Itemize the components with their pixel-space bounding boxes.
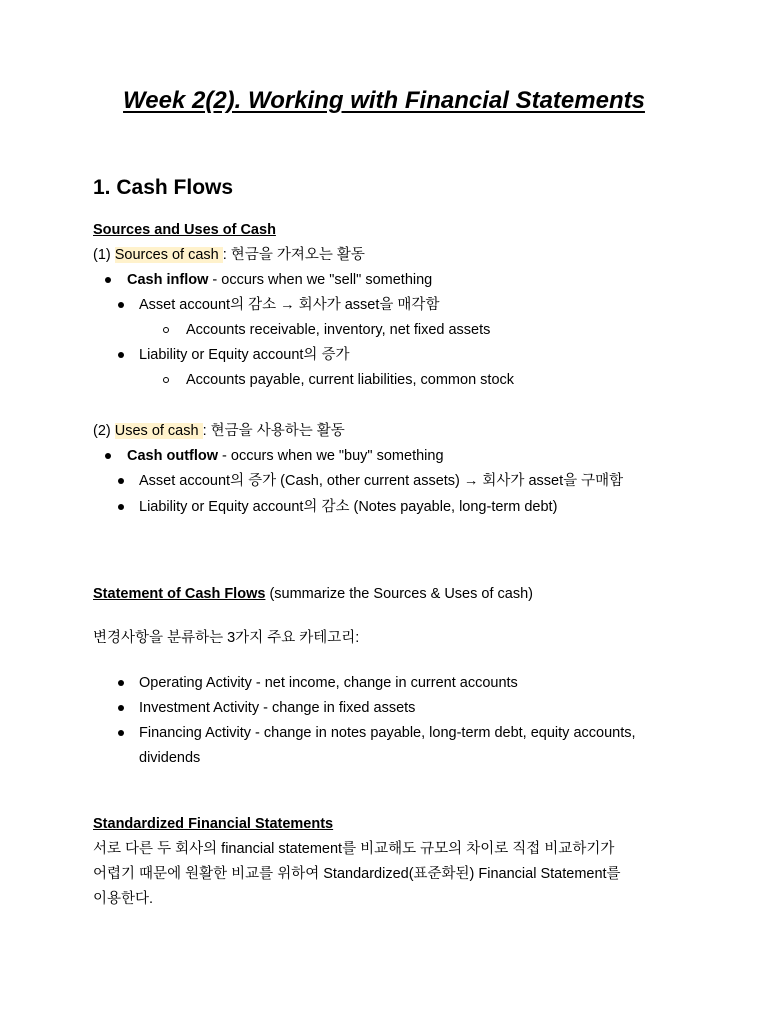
statement-of-cash-flows-line xyxy=(93,584,533,604)
cash-outflow-desc: - occurs when we "buy" something xyxy=(218,448,444,464)
bullet-dot xyxy=(105,277,111,283)
bullet-dot xyxy=(105,453,111,459)
list-item-continuation: dividends xyxy=(139,750,201,766)
sources-prefix: (1) xyxy=(93,247,115,263)
paragraph-line: 이용한다. xyxy=(93,891,154,907)
cash-inflow-label: Cash inflow xyxy=(127,272,209,288)
cash-outflow-bullet xyxy=(127,446,444,466)
bullet-dot xyxy=(118,730,124,736)
list-item: Operating Activity - net income, change in current accounts xyxy=(139,675,518,691)
statement-heading: Statement of Cash Flows xyxy=(93,586,266,602)
uses-highlight: Uses of cash xyxy=(114,423,203,439)
statement-desc: (summarize the Sources & Uses of cash) xyxy=(265,586,533,602)
bullet-dot xyxy=(118,352,124,358)
circle-bullet xyxy=(163,377,169,383)
bullet-dot xyxy=(118,478,124,484)
section-heading-cash-flows: 1. Cash Flows xyxy=(93,176,234,199)
uses-prefix: (2) xyxy=(93,423,115,439)
bullet-dot xyxy=(118,504,124,510)
list-item: Liability or Equity account의 감소 (Notes payable, long-term debt) xyxy=(139,499,558,515)
uses-of-cash-line xyxy=(93,421,345,441)
paragraph-line: 서로 다른 두 회사의 financial statement를 비교해도 규모의 차이로 직접 비교하기가 xyxy=(93,841,615,857)
cash-inflow-desc: - occurs when we "sell" something xyxy=(208,272,433,288)
categories-intro: 변경사항을 분류하는 3가지 주요 카테고리: xyxy=(93,630,360,646)
sources-suffix: : 현금을 가져오는 활동 xyxy=(222,247,365,263)
page-title: Week 2(2). Working with Financial Statements xyxy=(123,87,645,114)
sources-highlight: Sources of cash xyxy=(114,247,223,263)
bullet-dot xyxy=(118,302,124,308)
uses-suffix: : 현금을 사용하는 활동 xyxy=(202,423,345,439)
subheading-standardized: Standardized Financial Statements xyxy=(93,816,334,832)
sources-of-cash-line xyxy=(93,245,365,265)
circle-bullet xyxy=(163,327,169,333)
paragraph-line: 어렵기 때문에 원활한 비교를 위하여 Standardized(표준화된) Financial Statement를 xyxy=(93,866,621,882)
cash-inflow-bullet xyxy=(127,270,432,290)
list-item: Investment Activity - change in fixed assets xyxy=(139,700,416,716)
list-item: Asset account의 감소 → 회사가 asset을 매각함 xyxy=(139,297,440,313)
list-item: Asset account의 증가 (Cash, other current assets) → 회사가 asset을 구매함 xyxy=(139,473,624,489)
bullet-dot xyxy=(118,705,124,711)
list-item: Liability or Equity account의 증가 xyxy=(139,347,350,363)
list-item: Financing Activity - change in notes payable, long-term debt, equity accounts, xyxy=(139,725,636,741)
cash-outflow-label: Cash outflow xyxy=(127,448,219,464)
subheading-sources-uses: Sources and Uses of Cash xyxy=(93,222,276,238)
bullet-dot xyxy=(118,680,124,686)
list-item: Accounts payable, current liabilities, common stock xyxy=(186,372,515,388)
list-item: Accounts receivable, inventory, net fixed assets xyxy=(186,322,491,338)
